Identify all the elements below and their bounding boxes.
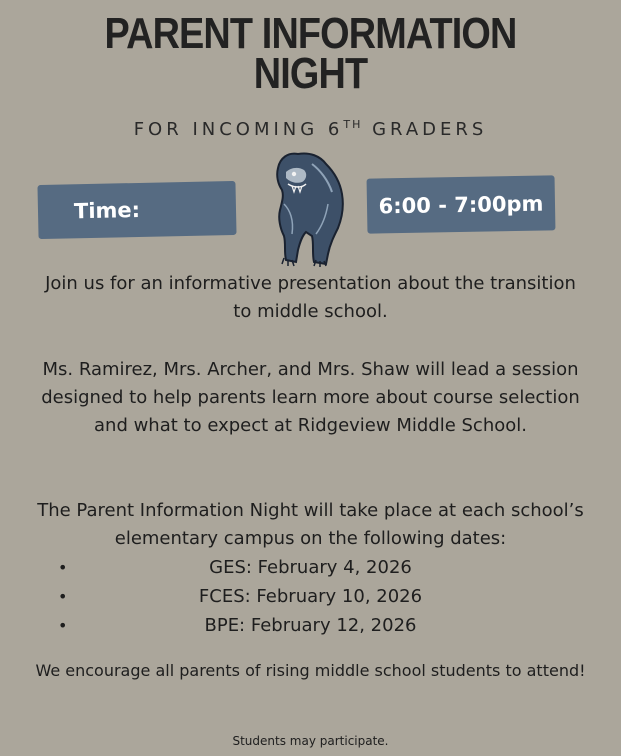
intro-paragraph: Join us for an informative presentation about the transition to middle school. [45,273,576,322]
date-text: BPE: February 12, 2026 [204,615,417,636]
time-value: 6:00 - 7:00pm [378,191,544,218]
title-line-1: PARENT INFORMATION [104,9,517,58]
date-text: FCES: February 10, 2026 [198,586,423,607]
title-line-2: NIGHT [253,49,368,98]
session-paragraph: Ms. Ramirez, Mrs. Archer, and Mrs. Shaw will lead a session designed to help parents learn more about course selection and what to expect at Ridgeview Middle School. [41,359,580,436]
subtitle-pre: FOR INCOMING 6 [133,119,344,140]
bullet-icon: • [58,558,68,577]
bullet-icon: • [58,587,68,606]
list-item [0,582,621,611]
subtitle-post: GRADERS [362,119,488,140]
list-item [0,611,621,640]
participation-note: Students may participate. [232,734,389,748]
time-label: Time: [73,197,141,224]
page-title [43,9,577,98]
subtitle [0,118,621,140]
bullet-icon: • [58,616,68,635]
dates-list [0,553,621,640]
panther-icon [268,144,350,268]
subtitle-sup: TH [343,118,363,131]
list-item [0,553,621,582]
date-text: GES: February 4, 2026 [209,557,412,578]
time-label-banner [37,181,236,239]
location-paragraph: The Parent Information Night will take place at each school’s elementary campus on the following dates: [37,500,584,549]
encourage-paragraph: We encourage all parents of rising middle school students to attend! [35,661,586,680]
time-value-banner [367,175,556,233]
